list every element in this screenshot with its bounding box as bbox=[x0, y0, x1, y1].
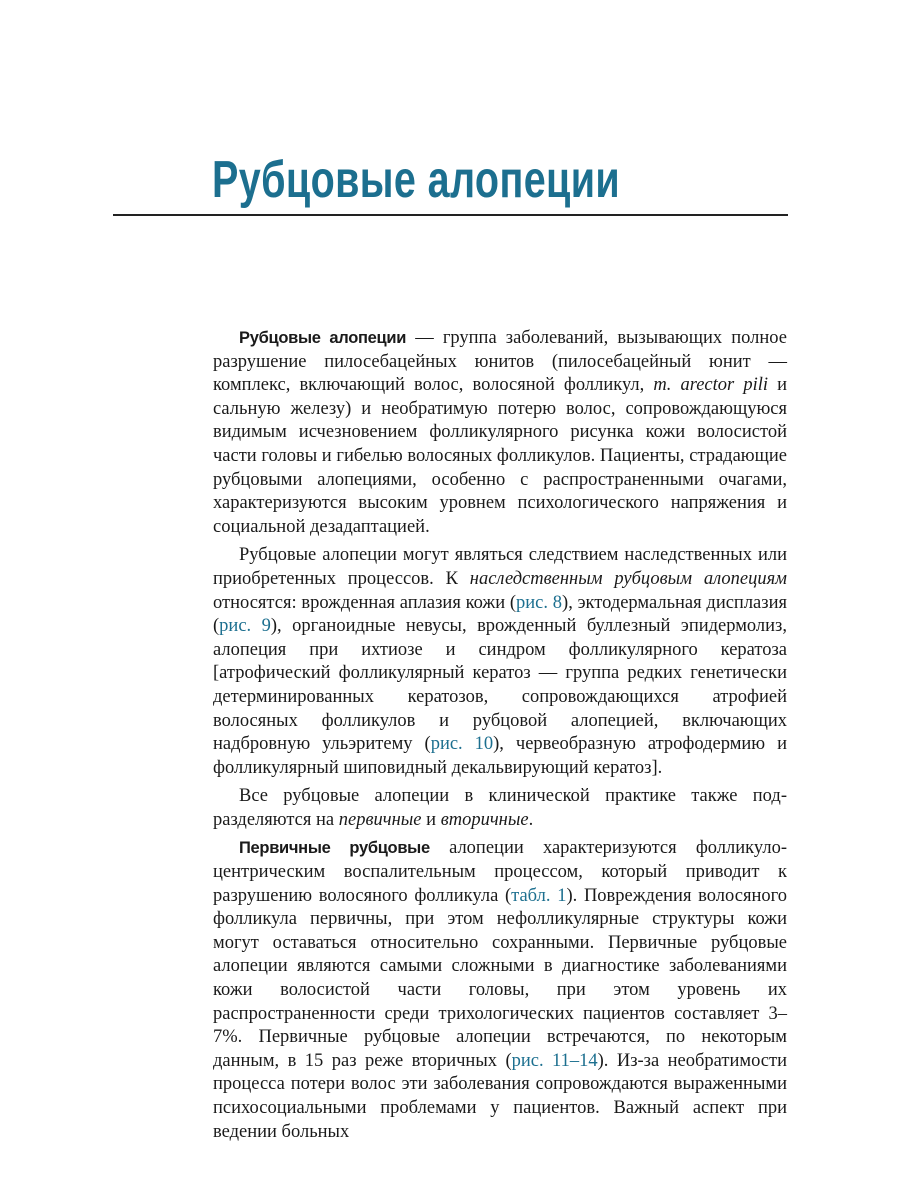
text-span: алопеции характеризуются фолликулоцентрическим воспалительным процессом, который приводит к разрушению волосяного фолликула ( bbox=[213, 838, 787, 906]
figure-link-10[interactable]: рис. 10 bbox=[430, 734, 494, 755]
italic-term: m. arector pili bbox=[653, 375, 768, 396]
text-span: ), органоидные невусы, врожденный буллезный эпидермолиз, алопеция при ихтиозе и синдром фолликулярного кератоза [атрофический фолликулярный кератоз — группа редких генетически детерминированных кератозов, сопровождающихся атрофией волосяных фолликулов и рубцовой алопецией, включающих надбровную ульэритему ( bbox=[213, 616, 787, 755]
title-underline bbox=[113, 214, 788, 216]
italic-term: наследственным рубцовым алопециям bbox=[469, 568, 787, 589]
text-span: Все рубцовые алопеции в клинической практике также подразделяются на bbox=[213, 786, 787, 830]
text-span: — группа заболеваний, вызывающих полное разрушение пилосебацейных юнитов (пилосебацейный юнит — комплекс, включающий волос, волосяной фолликул, bbox=[213, 328, 787, 396]
chapter-title: Рубцовые алопеции bbox=[212, 151, 621, 209]
term-primary-scarring: Первичные рубцовые bbox=[239, 839, 430, 858]
figure-link-9[interactable]: рис. 9 bbox=[219, 616, 271, 637]
table-link-1[interactable]: табл. 1 bbox=[511, 885, 567, 906]
text-span: относятся: врожденная аплазия кожи ( bbox=[213, 592, 517, 613]
italic-term: вторичные bbox=[440, 809, 529, 830]
text-span: ). Из-за необратимости процесса потери волос эти заболевания сопровождаются выраженными психосоциальными проблемами у пациентов. Важный аспект при ведении больных bbox=[213, 1050, 787, 1142]
text-span: ), червеобразную атрофодермию и фолликулярный шиповидный декальвирующий кератоз]. bbox=[213, 734, 787, 778]
paragraph-primary bbox=[213, 837, 787, 1144]
text-span: и bbox=[421, 809, 441, 830]
text-span: ). Повреждения волосяного фолликула первичны, при этом нефолликулярные структуры кожи могут оставаться относительно сохранными. Первичные рубцовые алопеции являются самыми сложными в диагностике заболеваниями кожи волосистой части головы, при этом уровень их распространенности среди трихологических пациентов составляет 3–7%. Первичные рубцовые алопеции встречаются, по некоторым данным, в 15 раз реже вторичных ( bbox=[213, 885, 787, 1071]
text-span: . bbox=[528, 809, 534, 830]
text-span: ), эктодермальная дисплазия ( bbox=[213, 592, 787, 637]
text-span: Рубцовые алопеции могут являться следствием наследственных или приобретенных процессов. К bbox=[213, 545, 787, 589]
text-span: и сальную железу) и необратимую потерю волос, сопровождающуюся видимым исчезновением фолликулярного рисунка кожи волосистой части головы и гибелью волосяных фолликулов. Пациенты, страдающие рубцовыми алопециями, особенно с распространенными очагами, характеризуются высоким уровнем психологического напряжения и социальной дезадаптацией. bbox=[213, 375, 787, 537]
italic-term: первичные bbox=[338, 809, 422, 830]
figure-link-11-14[interactable]: рис. 11–14 bbox=[511, 1050, 598, 1071]
paragraph-hereditary bbox=[213, 544, 787, 780]
paragraph-classification bbox=[213, 785, 787, 832]
paragraph-definition bbox=[213, 327, 787, 539]
figure-link-8[interactable]: рис. 8 bbox=[516, 592, 563, 613]
term-scarring-alopecia: Рубцовые алопеции bbox=[239, 329, 407, 347]
body-text bbox=[213, 327, 787, 1149]
